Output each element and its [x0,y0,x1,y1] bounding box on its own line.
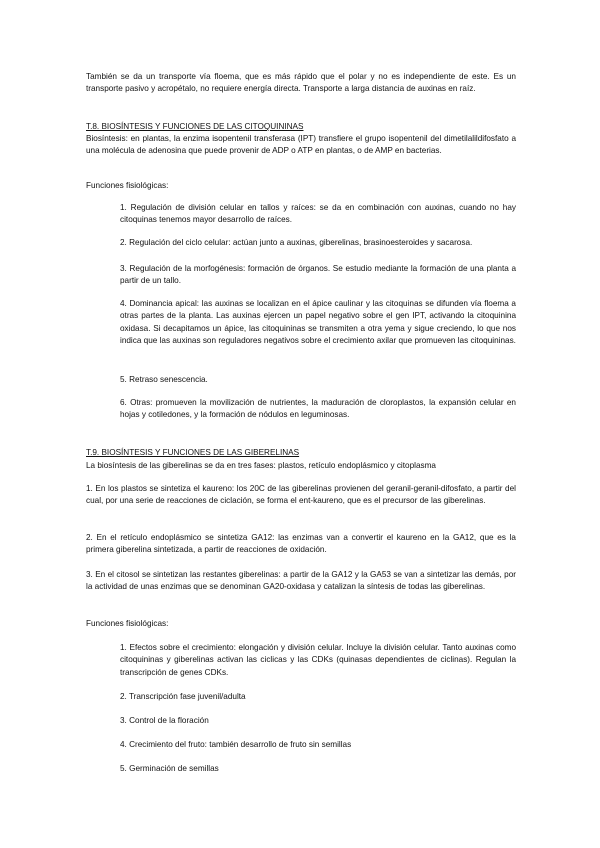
t9-item-4: 4. Crecimiento del fruto: también desarrollo de fruto sin semillas [120,740,352,749]
t8-funciones-label: Funciones fisiológicas: [86,181,169,190]
t8-heading: T.8. BIOSÍNTESIS Y FUNCIONES DE LAS CITOQUININAS [86,122,304,131]
t8-item-6: 6. Otras: promueven la movilización de nutrientes, la maduración de cloroplastos, la expansión celular en hojas y cotiledones, y la formación de nódulos en leguminosas. [120,398,516,420]
t9-step-1: 1. En los plastos se sintetiza el kaureno: los 20C de las giberelinas provienen del geranil-geranil-difosfato, a partir del cual, por una serie de reacciones de ciclación, se forma el ent-kaureno, que es el precursor de las giberelinas. [86,484,516,506]
t9-item-1: 1. Efectos sobre el crecimiento: elongación y división celular. Incluye la división celular. Tanto auxinas como citoquininas y giberelinas activan las ciclicas y las CDKs (quinasas dependientes de ciclinas). Regulan la transcripción de genes CDKs. [120,643,516,677]
t8-biosintesis-paragraph: Biosíntesis: en plantas, la enzima isopentenil transferasa (IPT) transfiere el grupo isopentenil del dimetilalildifosfato a una molécula de adenosina que puede provenir de ADP o ATP en plantas, o de AMP en bacterias. [86,134,516,156]
t8-item-2: 2. Regulación del ciclo celular: actúan junto a auxinas, giberelinas, brasinoesteroides y sacarosa. [120,238,473,247]
t9-funciones-label: Funciones fisiológicas: [86,619,169,628]
t8-item-1: 1. Regulación de división celular en tallos y raíces: se da en combinación con auxinas, cuando no hay citoquinas tenemos mayor desarrollo de raíces. [120,203,516,225]
t9-intro: La biosíntesis de las giberelinas se da en tres fases: plastos, retículo endoplásmico y citoplasma [86,461,436,470]
t8-item-3: 3. Regulación de la morfogénesis: formación de órganos. Se estudio mediante la formación de una planta a partir de un tallo. [120,264,516,286]
t9-heading: T.9. BIOSÍNTESIS Y FUNCIONES DE LAS GIBERELINAS [86,448,300,457]
t8-item-5: 5. Retraso senescencia. [120,375,208,384]
t8-item-4: 4. Dominancia apical: las auxinas se localizan en el ápice caulinar y las citoquinas se difunden vía floema a otras partes de la planta. Las auxinas ejercen un papel negativo sobre el gen IPT, activando la citoquinina oxidasa. Si decapitamos un ápice, las citoquininas se transmiten a otra yema y sigue creciendo, lo que nos indica que las auxinas son reguladores negativos sobre el crecimiento axilar que promueven las citoquininas. [120,299,516,346]
t9-step-3: 3. En el citosol se sintetizan las restantes giberelinas: a partir de la GA12 y la GA53 se van a sintetizar las demás, por la actividad de unas enzimas que se denominan GA20-oxidasa y catalizan la síntesis de todas las giberelinas. [86,570,516,592]
t9-item-5: 5. Germinación de semillas [120,764,219,773]
t9-step-2: 2. En el retículo endoplásmico se sintetiza GA12: las enzimas van a convertir el kaureno en la GA12, que es la primera giberelina sintetizada, a partir de reacciones de oxidación. [86,533,516,555]
intro-paragraph: También se da un transporte vía floema, que es más rápido que el polar y no es independiente de este. Es un transporte pasivo y acropétalo, no requiere energía directa. Transporte a larga distancia de auxinas en raíz. [86,72,516,94]
t9-item-3: 3. Control de la floración [120,716,209,725]
t9-item-2: 2. Transcripción fase juvenil/adulta [120,692,246,701]
